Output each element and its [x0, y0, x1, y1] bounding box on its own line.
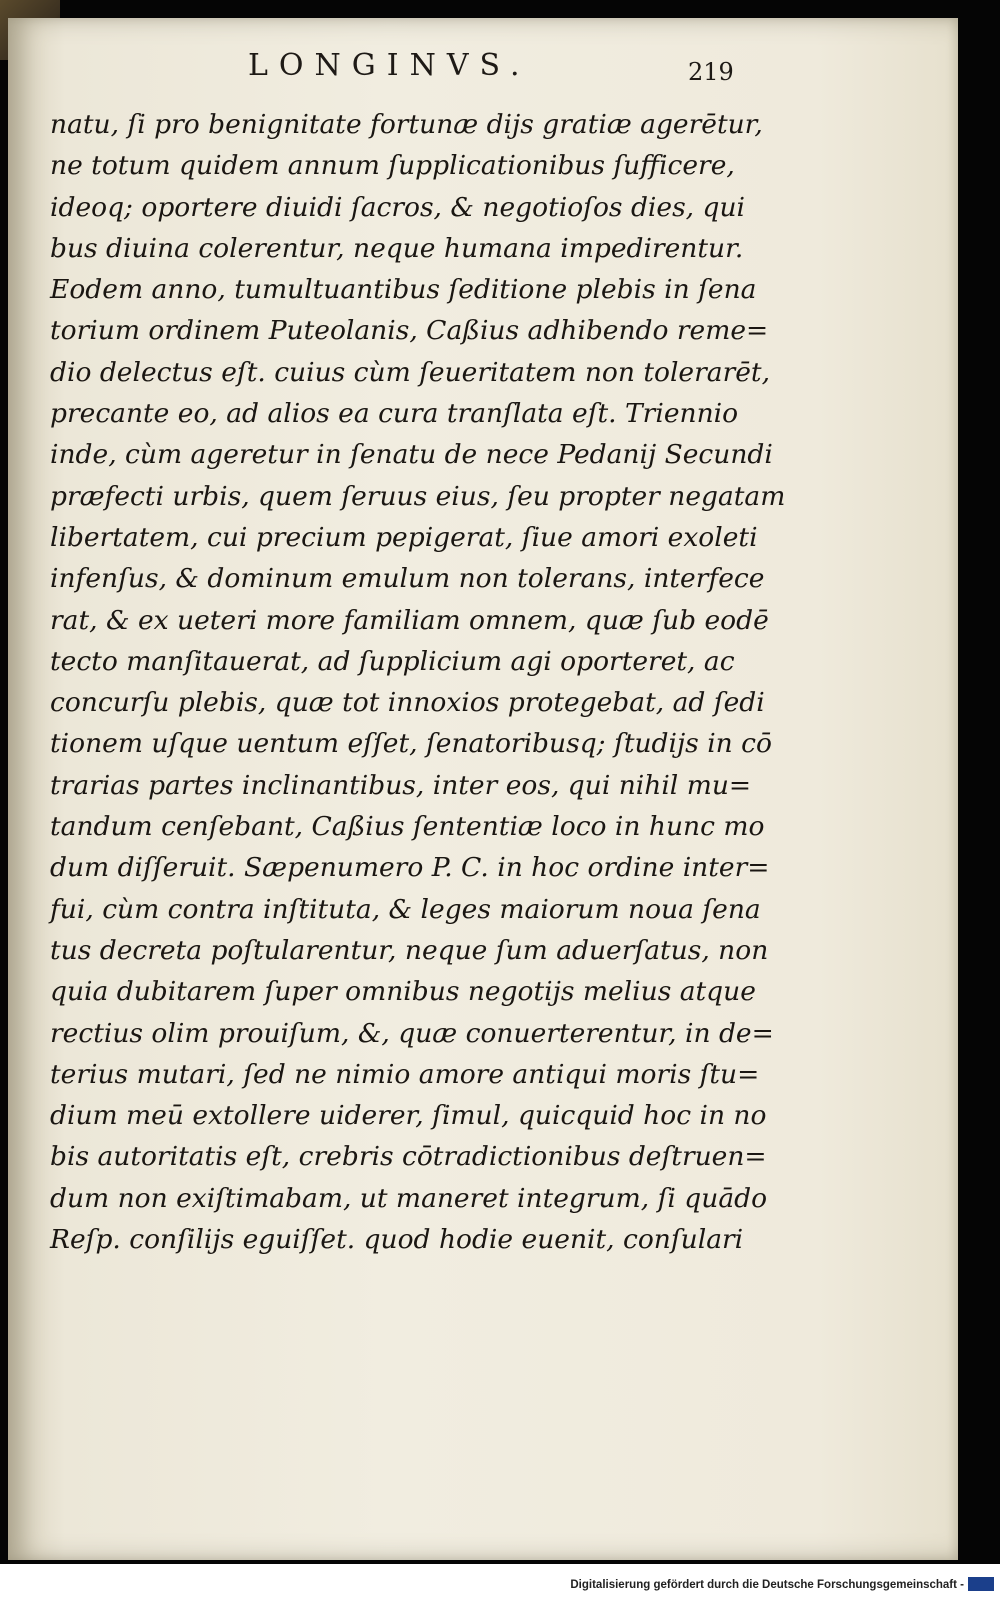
running-title: LONGINVS.	[248, 48, 531, 83]
text-line: præfecti urbis, quem ſeruus eius, ſeu propter negatam	[50, 480, 786, 512]
text-line: quia dubitarem ſuper omnibus negotijs melius atque	[50, 976, 756, 1008]
funding-credit: Digitalisierung gefördert durch die Deutsche Forschungsgemeinschaft -	[570, 1579, 964, 1591]
text-line: tionem uſque uentum eſſet, ſenatoribusq; ſtudijs in cō	[50, 728, 772, 760]
text-line: tecto manſitauerat, ad ſupplicium agi oporteret, ac	[50, 645, 735, 677]
text-line: dium meū extollere uiderer, ſimul, quicquid hoc in no	[50, 1100, 767, 1132]
text-line: ne totum quidem annum ſupplicationibus ſufficere,	[50, 150, 735, 182]
text-line: rat, & ex ueteri more familiam omnem, quæ ſub eodē	[50, 604, 769, 636]
text-line: libertatem, cui precium pepigerat, ſiue amori exoleti	[50, 521, 758, 553]
text-line: dio delectus eſt. cuius cùm ſeueritatem non tolerarēt,	[50, 356, 771, 388]
text-line: ideoq; oportere diuidi ſacros, & negotioſos dies, qui	[50, 191, 746, 223]
dfg-logo	[968, 1577, 994, 1591]
text-line: tus decreta poſtularentur, neque ſum aduerſatus, non	[50, 934, 769, 966]
text-line: fui, cùm contra inſtituta, & leges maiorum noua ſena	[50, 893, 761, 925]
text-line: bus diuina colerentur, neque humana impedirentur.	[50, 232, 744, 264]
text-line: infenſus, & dominum emulum non tolerans, interfece	[50, 563, 765, 595]
text-line: dum diſſeruit. Sæpenumero P. C. in hoc ordine inter=	[50, 852, 770, 884]
text-line: terius mutari, ſed ne nimio amore antiqui moris ſtu=	[50, 1058, 760, 1090]
text-line: inde, cùm ageretur in ſenatu de nece Pedanij Secundi	[50, 439, 773, 471]
text-line: bis autoritatis eſt, crebris cōtradictionibus deſtruen=	[50, 1141, 767, 1173]
text-line: natu, ſi pro benignitate fortunæ dijs gratiæ agerētur,	[50, 109, 763, 140]
page-number: 219	[688, 58, 734, 86]
text-line: torium ordinem Puteolanis, Caßius adhibendo reme=	[50, 315, 769, 347]
text-line: concurſu plebis, quæ tot innoxios protegebat, ad ſedi	[50, 687, 765, 719]
text-line: dum non exiſtimabam, ut maneret integrum, ſi quādo	[50, 1182, 768, 1214]
text-line: Eodem anno, tumultuantibus ſeditione plebis in ſena	[50, 274, 757, 306]
body-text	[50, 104, 790, 1260]
text-line: trarias partes inclinantibus, inter eos, qui nihil mu=	[50, 769, 752, 801]
text-line: rectius olim prouiſum, &, quæ conuerterentur, in de=	[50, 1017, 774, 1049]
text-line: Reſp. conſilijs eguiſſet. quod hodie euenit, conſulari	[50, 1224, 744, 1256]
text-line: tandum cenſebant, Caßius ſententiæ loco in hunc mo	[50, 811, 765, 843]
text-line: precante eo, ad alios ea cura tranſlata eſt. Triennio	[50, 398, 739, 430]
book-page	[8, 18, 958, 1560]
footer-bar	[0, 1564, 1000, 1600]
